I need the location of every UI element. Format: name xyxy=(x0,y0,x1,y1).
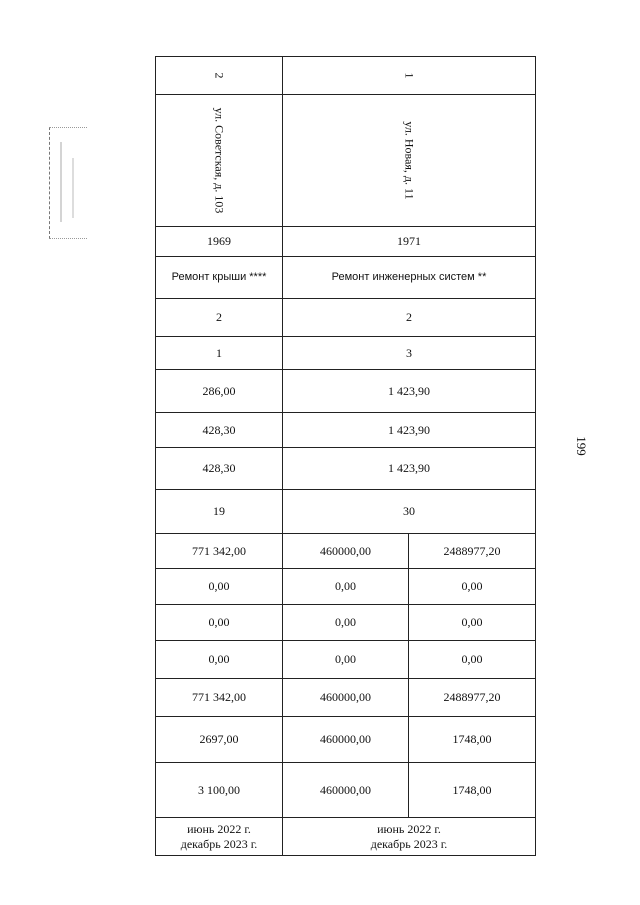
cell: 2488977,20 xyxy=(409,534,536,569)
cell: 1748,00 xyxy=(409,717,536,763)
table-row xyxy=(156,679,536,717)
table-row xyxy=(156,490,536,534)
table-row xyxy=(156,534,536,569)
cell: 460000,00 xyxy=(283,679,409,717)
period-start: июнь 2022 г. xyxy=(187,821,251,836)
cell-year: 1969 xyxy=(156,227,283,257)
cell: 3 xyxy=(283,337,536,370)
table-row xyxy=(156,448,536,490)
stamp-mark xyxy=(49,127,87,239)
table-row xyxy=(156,370,536,413)
table-row xyxy=(156,605,536,641)
cell: 771 342,00 xyxy=(156,679,283,717)
cell-col-number: 1 xyxy=(283,57,536,95)
cell: 1 423,90 xyxy=(283,370,536,413)
table-row xyxy=(156,227,536,257)
cell: 30 xyxy=(283,490,536,534)
cell: 0,00 xyxy=(156,641,283,679)
cell: 0,00 xyxy=(283,605,409,641)
table-row xyxy=(156,257,536,299)
cell: 19 xyxy=(156,490,283,534)
cell-period xyxy=(156,818,283,856)
cell: 460000,00 xyxy=(283,763,409,818)
cell: 0,00 xyxy=(409,641,536,679)
cell: 2697,00 xyxy=(156,717,283,763)
cell: 0,00 xyxy=(156,569,283,605)
table-row xyxy=(156,413,536,448)
cell: 0,00 xyxy=(283,569,409,605)
table-row xyxy=(156,57,536,95)
cell: 2 xyxy=(283,299,536,337)
cell: 428,30 xyxy=(156,413,283,448)
cell: 460000,00 xyxy=(283,534,409,569)
cell-year: 1971 xyxy=(283,227,536,257)
table-row xyxy=(156,337,536,370)
cell: 1 423,90 xyxy=(283,448,536,490)
table-row xyxy=(156,641,536,679)
cell: 0,00 xyxy=(409,605,536,641)
cell: 1 xyxy=(156,337,283,370)
table-row xyxy=(156,717,536,763)
page-number: 199 xyxy=(573,436,589,456)
period-end: декабрь 2023 г. xyxy=(180,836,258,851)
cell: 0,00 xyxy=(283,641,409,679)
repair-schedule-table xyxy=(155,56,536,856)
cell: 1 423,90 xyxy=(283,413,536,448)
cell: 0,00 xyxy=(156,605,283,641)
cell: 286,00 xyxy=(156,370,283,413)
table-row xyxy=(156,763,536,818)
period-start: июнь 2022 г. xyxy=(377,821,441,836)
cell: 428,30 xyxy=(156,448,283,490)
table-row xyxy=(156,569,536,605)
cell: 1748,00 xyxy=(409,763,536,818)
cell: 2488977,20 xyxy=(409,679,536,717)
cell: 771 342,00 xyxy=(156,534,283,569)
period-end: декабрь 2023 г. xyxy=(370,836,448,851)
table-row xyxy=(156,299,536,337)
table-row xyxy=(156,95,536,227)
cell: 2 xyxy=(156,299,283,337)
cell-address: ул. Советская, д. 103 xyxy=(156,95,283,227)
cell: 3 100,00 xyxy=(156,763,283,818)
cell-work-type: Ремонт инженерных систем ** xyxy=(283,257,536,299)
cell: 0,00 xyxy=(409,569,536,605)
cell-address: ул. Новая, д. 11 xyxy=(283,95,536,227)
cell-col-number: 2 xyxy=(156,57,283,95)
cell: 460000,00 xyxy=(283,717,409,763)
table-row xyxy=(156,818,536,856)
cell-period xyxy=(283,818,536,856)
cell-work-type: Ремонт крыши **** xyxy=(156,257,283,299)
